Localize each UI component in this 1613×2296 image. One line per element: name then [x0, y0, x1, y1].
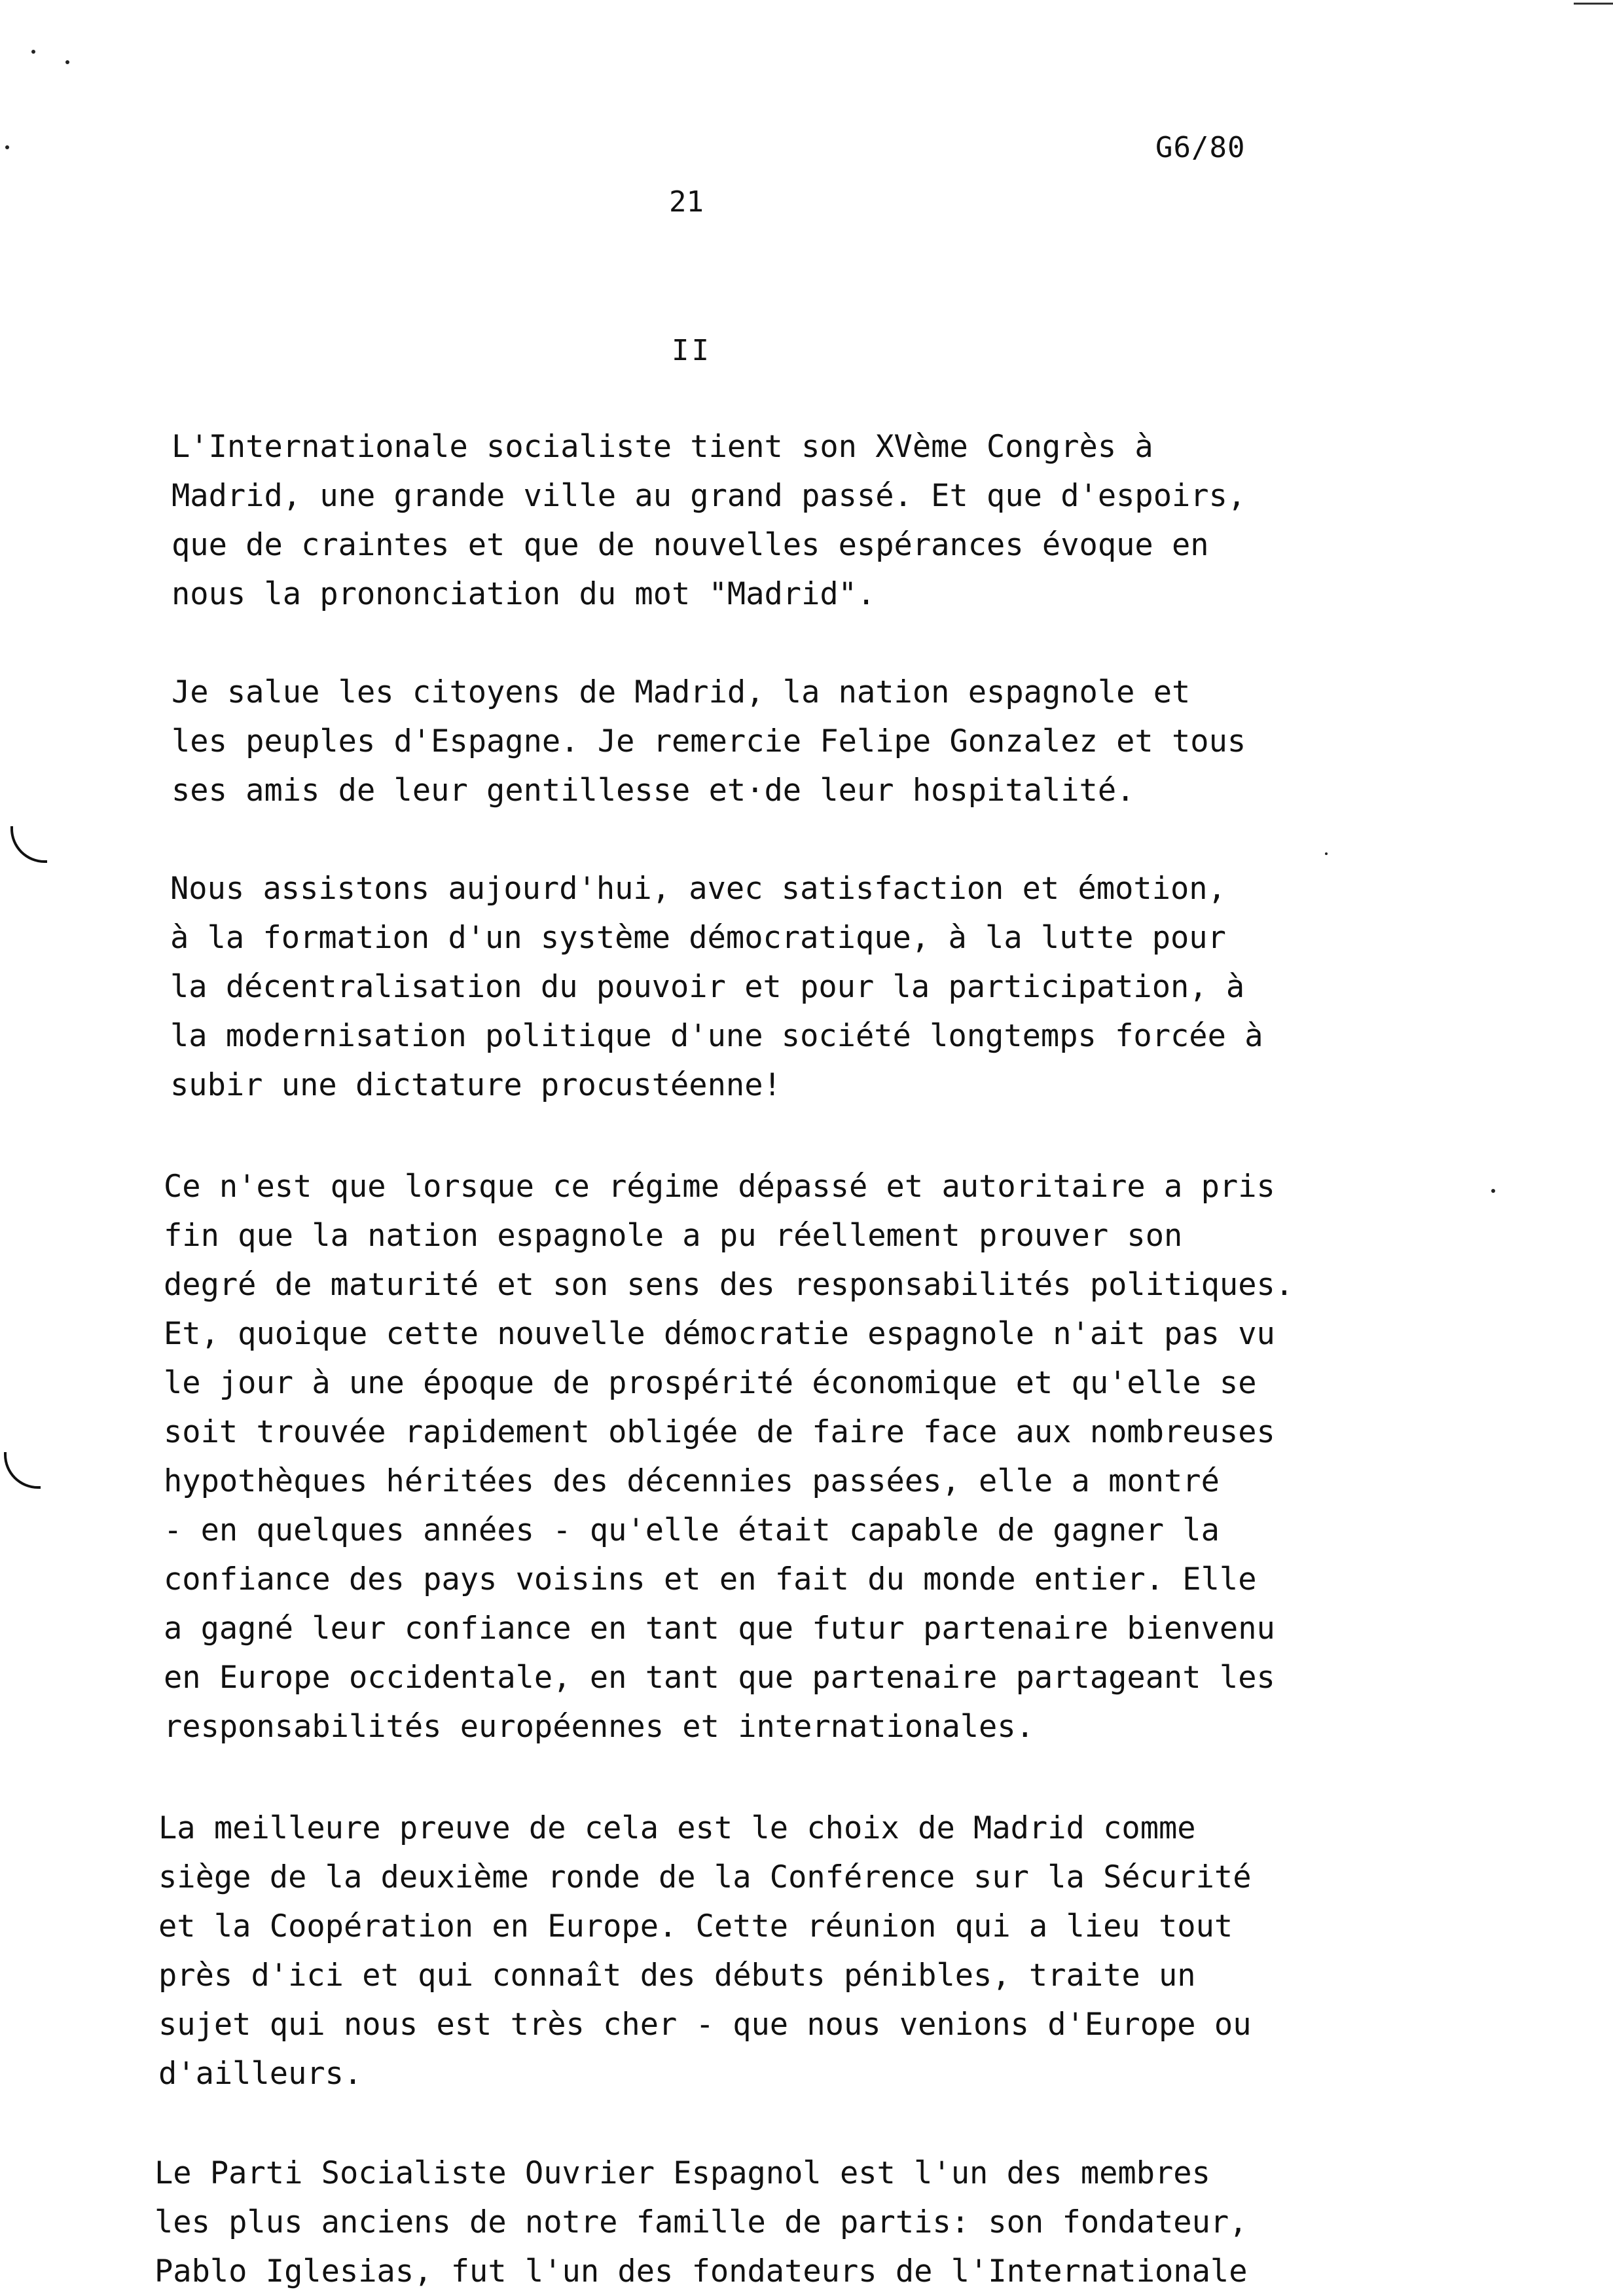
text-line: Ce n'est que lorsque ce régime dépassé et autoritaire a pris [164, 1169, 1275, 1205]
binding-hole-mark [10, 826, 47, 863]
scan-speck [65, 60, 69, 64]
text-line: sujet qui nous est très cher - que nous venions d'Europe ou [158, 2007, 1252, 2043]
text-line: a gagné leur confiance en tant que futur partenaire bienvenu [164, 1611, 1275, 1647]
text-line: Le Parti Socialiste Ouvrier Espagnol est l'un des membres [154, 2155, 1210, 2191]
scan-speck [1491, 1189, 1495, 1193]
text-line: Et, quoique cette nouvelle démocratie espagnole n'ait pas vu [164, 1316, 1275, 1352]
text-line: Madrid, une grande ville au grand passé. Et que d'espoirs, [172, 478, 1246, 514]
text-line: soit trouvée rapidement obligée de faire face aux nombreuses [164, 1414, 1275, 1450]
scan-speck [31, 50, 35, 54]
text-line: siège de la deuxième ronde de la Conférence sur la Sécurité [158, 1859, 1252, 1895]
paragraph [172, 422, 1246, 619]
text-line: nous la prononciation du mot "Madrid". [172, 576, 876, 612]
binding-hole-mark [4, 1452, 41, 1489]
text-line: hypothèques héritées des décennies passées, elle a montré [164, 1463, 1220, 1499]
text-line: subir une dictature procustéenne! [170, 1067, 782, 1103]
paragraph [172, 668, 1246, 815]
text-line: ses amis de leur gentillesse et·de leur hospitalité. [172, 773, 1135, 809]
scan-speck [5, 145, 9, 149]
edge-line [1574, 3, 1613, 5]
paragraph [154, 2149, 1248, 2296]
text-line: et la Coopération en Europe. Cette réunion qui a lieu tout [158, 1908, 1233, 1944]
paragraph [158, 1804, 1252, 2098]
text-line: La meilleure preuve de cela est le choix de Madrid comme [158, 1810, 1196, 1846]
document-reference: G6/80 [1155, 131, 1246, 164]
scan-speck [1325, 852, 1328, 855]
text-line: les plus anciens de notre famille de partis: son fondateur, [154, 2204, 1248, 2240]
text-line: responsabilités européennes et internationales. [164, 1709, 1034, 1745]
text-line: la modernisation politique d'une société longtemps forcée à [170, 1018, 1263, 1054]
text-line: - en quelques années - qu'elle était capable de gagner la [164, 1512, 1220, 1548]
page-number: 21 [669, 185, 704, 219]
text-line: fin que la nation espagnole a pu réellement prouver son [164, 1218, 1183, 1254]
text-line: la décentralisation du pouvoir et pour la participation, à [170, 969, 1245, 1005]
text-line: en Europe occidentale, en tant que partenaire partageant les [164, 1660, 1275, 1696]
text-line: les peuples d'Espagne. Je remercie Felipe Gonzalez et tous [172, 723, 1246, 759]
paragraph [170, 864, 1263, 1110]
text-line: près d'ici et qui connaît des débuts pénibles, traite un [158, 1958, 1196, 1994]
text-line: Nous assistons aujourd'hui, avec satisfaction et émotion, [170, 871, 1226, 907]
section-heading: II [672, 334, 712, 367]
text-line: d'ailleurs. [158, 2056, 363, 2092]
text-line: Je salue les citoyens de Madrid, la nation espagnole et [172, 674, 1191, 710]
text-line: L'Internationale socialiste tient son XVème Congrès à [172, 429, 1153, 465]
text-line: Pablo Iglesias, fut l'un des fondateurs de l'Internationale [154, 2253, 1248, 2289]
text-line: confiance des pays voisins et en fait du monde entier. Elle [164, 1561, 1257, 1597]
text-line: que de craintes et que de nouvelles espérances évoque en [172, 527, 1209, 563]
paragraph [164, 1162, 1294, 1751]
text-line: à la formation d'un système démocratique, à la lutte pour [170, 920, 1226, 956]
text-line: degré de maturité et son sens des responsabilités politiques. [164, 1267, 1294, 1303]
text-line: le jour à une époque de prospérité économique et qu'elle se [164, 1365, 1257, 1401]
